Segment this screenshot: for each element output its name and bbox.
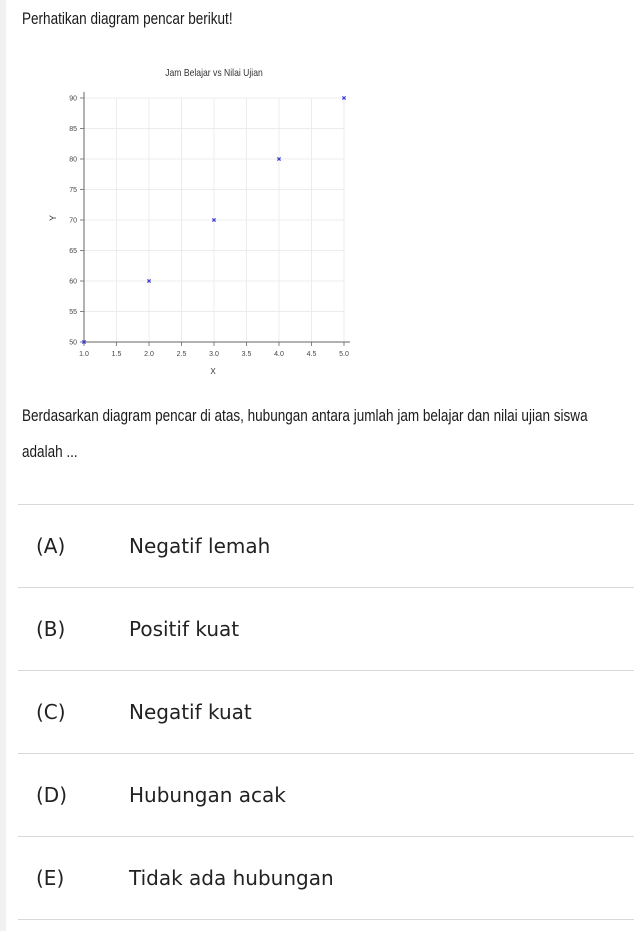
option-letter: (B) (36, 617, 66, 641)
y-tick-label: 55 (69, 309, 77, 316)
option-text: Tidak ada hubungan (129, 866, 334, 890)
scatter-chart (46, 58, 376, 378)
answer-options (18, 504, 634, 920)
x-tick-label: 2.5 (176, 351, 187, 358)
option-c[interactable] (18, 670, 634, 753)
option-letter: (C) (36, 700, 66, 724)
chart-title: Jam Belajar vs Nilai Ujian (165, 67, 263, 80)
question-text: Berdasarkan diagram pencar di atas, hubungan antara jumlah jam belajar dan nilai ujian siswa adalah ... (22, 407, 588, 461)
option-text: Positif kuat (129, 617, 240, 641)
y-tick-label: 75 (69, 187, 77, 194)
x-tick-label: 1.0 (79, 351, 89, 358)
option-d[interactable] (18, 753, 634, 836)
x-tick-label: 4.5 (306, 351, 317, 358)
question-prompt: Perhatikan diagram pencar berikut! (22, 10, 233, 28)
y-tick-label: 85 (69, 126, 77, 133)
x-tick-label: 1.5 (111, 351, 122, 358)
y-axis-label: Y (48, 214, 58, 222)
option-letter: (D) (36, 783, 68, 807)
x-tick-label: 3.5 (241, 351, 252, 358)
y-tick-label: 50 (69, 339, 77, 347)
chart-ticks (69, 96, 349, 359)
option-text: Negatif kuat (129, 700, 252, 724)
chart-axes (84, 92, 350, 342)
option-text: Negatif lemah (129, 534, 271, 558)
option-a[interactable] (18, 504, 634, 587)
y-tick-label: 65 (69, 248, 77, 255)
option-text: Hubungan acak (129, 783, 286, 807)
x-tick-label: 4.0 (274, 351, 284, 358)
x-tick-label: 5.0 (339, 351, 349, 358)
x-tick-label: 2.0 (144, 351, 154, 358)
x-axis-label: X (210, 367, 216, 376)
y-tick-label: 70 (69, 217, 77, 225)
x-tick-label: 3.0 (209, 351, 219, 358)
option-letter: (E) (36, 866, 65, 890)
y-tick-label: 80 (69, 156, 77, 164)
y-tick-label: 60 (69, 278, 77, 286)
option-b[interactable] (18, 587, 634, 670)
option-e[interactable] (18, 836, 634, 920)
question-card (6, 0, 634, 931)
y-tick-label: 90 (69, 95, 77, 103)
option-letter: (A) (36, 534, 66, 558)
